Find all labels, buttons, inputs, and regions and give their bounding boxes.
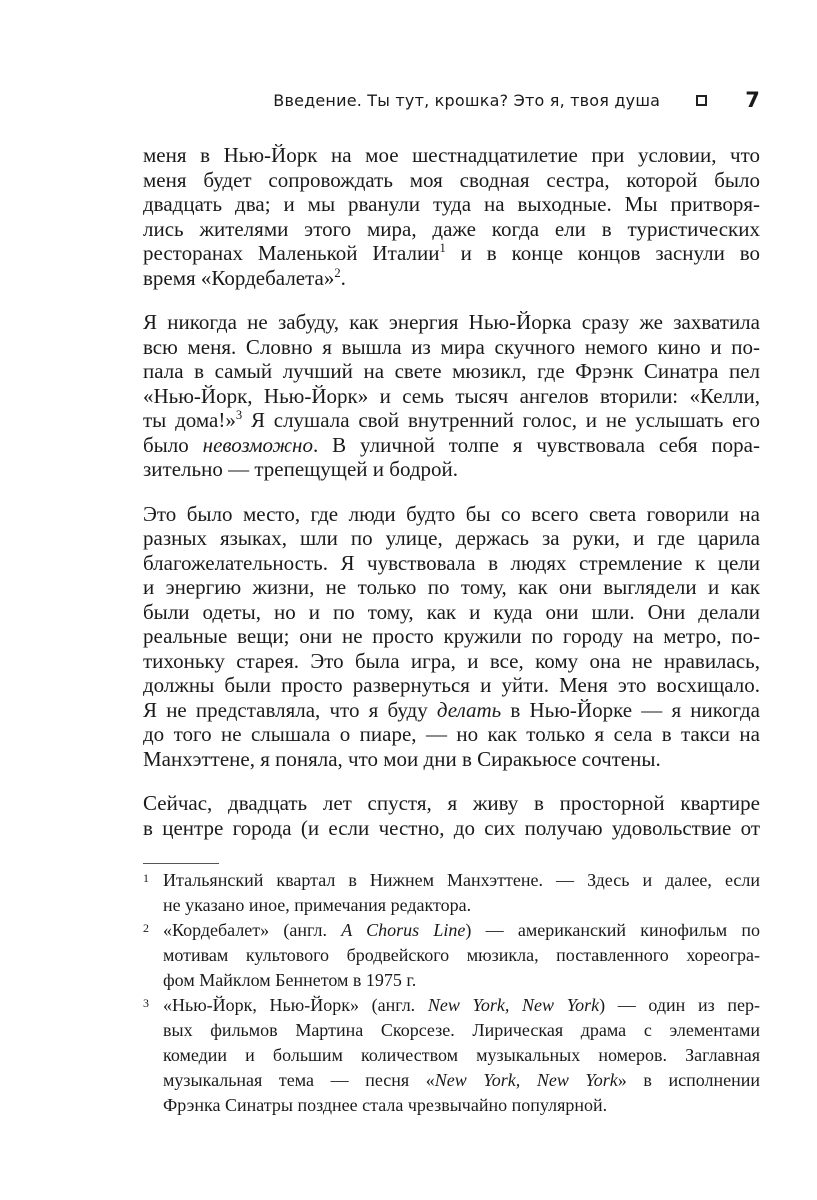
text-run: «Кордебалет» (англ. <box>163 920 342 940</box>
text-run: Манхэттене, я поняла, что мои дни в Сиракьюсе сочтены. <box>143 746 661 771</box>
footnote-ref: 1 <box>439 241 446 255</box>
text-line <box>143 408 760 433</box>
text-run: Итальянский квартал в Нижнем Манхэттене. — Здесь и далее, если <box>163 870 760 890</box>
text-run: Я не представляла, что я буду <box>143 697 437 722</box>
text-run: меня будет сопровождать моя сводная сестра, которой было <box>143 167 760 192</box>
text-line <box>143 698 760 723</box>
square-bullet-icon <box>696 95 707 106</box>
text-run: Сейчас, двадцать лет спустя, я живу в просторной квартире <box>143 791 760 815</box>
text-run: было <box>143 432 203 457</box>
paragraph <box>143 310 760 482</box>
text-line <box>163 1043 760 1068</box>
text-line <box>143 791 760 816</box>
paragraph <box>143 502 760 772</box>
text-line <box>143 551 760 576</box>
paragraph <box>143 143 760 290</box>
text-run: . В уличной толпе я чувствовала себя пора- <box>312 432 760 457</box>
text-run: должны были просто развернуться и уйти. Меня это восхищало. <box>143 673 760 697</box>
text-run: в центре города (и если честно, до сих получаю удовольствие от <box>143 815 760 840</box>
text-run: в Нью-Йорке — я никогда <box>501 697 760 722</box>
text-run: Я слушала свой внутренний голос, и не услышать его <box>242 408 761 432</box>
text-line <box>163 1018 760 1043</box>
text-run: лись жителями этого мира, даже когда ели в туристических <box>143 216 760 241</box>
text-run: ) — американский кинофильм по <box>465 920 760 940</box>
text-line <box>143 310 760 335</box>
emphasis: New York, New York <box>434 1070 618 1090</box>
text-run: и энергию жизни, не только по тому, как они выглядели и как <box>143 575 760 599</box>
text-run: Фрэнка Синатры позднее стала чрезвычайно популярной. <box>163 1095 608 1115</box>
text-line <box>143 649 760 674</box>
text-line <box>163 918 760 943</box>
text-line <box>143 575 760 600</box>
running-title: Введение. Ты тут, крошка? Это я, твоя душа <box>273 90 661 110</box>
text-run: мотивам культового бродвейского мюзикла, поставленного хореогра- <box>163 945 760 965</box>
text-run: разных языках, шли по улице, держась за руки, и где царила <box>143 526 760 550</box>
body-text <box>143 143 760 860</box>
emphasis: невозможно <box>202 432 313 457</box>
footnote-separator <box>143 863 219 864</box>
text-run: ресторанах Маленькой Италии <box>143 241 440 265</box>
text-line <box>143 217 760 242</box>
text-line <box>143 600 760 625</box>
text-line <box>143 502 760 527</box>
text-run: «Нью-Йорк, Нью-Йорк» (англ. <box>163 995 428 1015</box>
text-run: комедии и большим количеством музыкальных номеров. Заглавная <box>163 1045 760 1065</box>
emphasis: A Chorus Line <box>341 920 466 940</box>
footnote <box>143 868 760 918</box>
text-line <box>143 143 760 168</box>
text-line <box>143 747 760 772</box>
text-run: не указано иное, примечания редактора. <box>163 895 472 915</box>
text-run: Я никогда не забуду, как энергия Нью-Йорка сразу же захватила <box>143 310 760 334</box>
footnote <box>143 993 760 1118</box>
text-run: благожелательность. Я чувствовала в людях стремление к цели <box>143 550 760 575</box>
footnote <box>143 918 760 993</box>
text-line <box>163 993 760 1018</box>
text-run: Это было место, где люди будто бы со всего света говорили на <box>143 501 760 526</box>
text-line <box>163 1068 760 1093</box>
text-line <box>143 168 760 193</box>
text-run: реальные вещи; они не просто кружили по городу на метро, по- <box>143 624 760 648</box>
footnote-ref: 2 <box>334 265 341 280</box>
text-run: . <box>340 265 346 290</box>
text-run: и в конце концов заснули во <box>445 241 760 265</box>
page-number: 7 <box>745 88 760 112</box>
text-line <box>143 359 760 384</box>
text-line <box>143 266 760 291</box>
text-line <box>163 893 760 918</box>
footnote-number: 1 <box>143 871 149 885</box>
text-line <box>143 673 760 698</box>
text-run: меня в Нью-Йорк на мое шестнадцатилетие при условии, что <box>143 143 760 167</box>
text-run: фом Майклом Беннетом в 1975 г. <box>163 970 417 990</box>
text-line <box>143 433 760 458</box>
text-run: «Нью-Йорк, Нью-Йорк» и семь тысяч ангелов вторили: «Келли, <box>143 383 760 408</box>
text-run: двадцать два; и мы рванули туда на выходные. Мы притворя- <box>143 192 760 216</box>
text-run: вых фильмов Мартина Скорсезе. Лирическая драма с элементами <box>163 1020 760 1040</box>
text-line <box>163 968 760 993</box>
text-run: были одеты, но и по тому, как и куда они шли. Они делали <box>143 599 760 624</box>
text-run: » в исполнении <box>617 1070 760 1090</box>
text-line <box>143 384 760 409</box>
emphasis: делать <box>436 697 502 722</box>
running-header <box>143 86 760 114</box>
emphasis: New York, New York <box>427 995 600 1015</box>
text-line <box>143 192 760 217</box>
text-line <box>143 816 760 841</box>
text-line <box>143 624 760 649</box>
footnote-ref: 3 <box>235 408 243 422</box>
text-line <box>143 241 760 266</box>
text-line <box>143 335 760 360</box>
text-line <box>163 943 760 968</box>
footnote-number: 2 <box>143 921 149 935</box>
text-line <box>143 526 760 551</box>
text-run: ты дома!» <box>143 408 236 432</box>
text-run: тихоньку старея. Это была игра, и все, кому она не нравилась, <box>143 648 760 673</box>
text-line <box>163 868 760 893</box>
text-run: ) — один из пер- <box>599 995 760 1015</box>
text-line <box>143 457 760 482</box>
text-run: зительно — трепещущей и бодрой. <box>143 457 459 481</box>
text-run: до того не слышала о пиаре, — но как только я села в такси на <box>143 722 760 746</box>
footnote-number: 3 <box>143 996 149 1010</box>
text-run: время «Кордебалета» <box>143 265 335 290</box>
text-run: пала в самый лучший на свете мюзикл, где Фрэнк Синатра пел <box>143 359 760 383</box>
text-line <box>143 722 760 747</box>
paragraph <box>143 791 760 840</box>
text-line <box>163 1093 760 1118</box>
text-run: всю меня. Словно я вышла из мира скучного немого кино и по- <box>143 334 760 359</box>
text-run: музыкальная тема — песня « <box>163 1070 435 1090</box>
footnotes <box>143 868 760 1118</box>
